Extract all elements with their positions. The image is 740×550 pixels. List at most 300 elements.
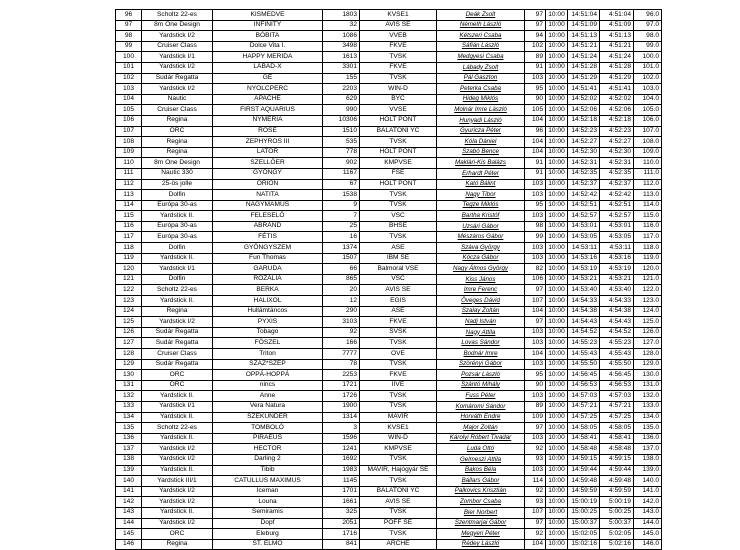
finish-time-cell: 15:00:25 bbox=[568, 507, 600, 518]
finish-time-cell: 14:53:40 bbox=[568, 285, 600, 296]
club-cell: IBM SE bbox=[360, 253, 437, 264]
finish-time-cell: 14:52:57 bbox=[568, 211, 600, 222]
skipper-cell: Peterka Csaba bbox=[437, 84, 525, 95]
boat-name-cell: HAPPY MERIDA bbox=[213, 52, 323, 63]
handicap-cell: 104 bbox=[525, 306, 546, 317]
class-cell: Sudár Regatta bbox=[142, 338, 213, 349]
boat-name-cell: HALIXOL bbox=[213, 296, 323, 307]
boat-name-cell: NATITA bbox=[213, 190, 323, 201]
corrected-cell: 110.0 bbox=[634, 158, 662, 169]
sail-number-cell: 1145 bbox=[323, 476, 360, 487]
elapsed-time-cell: 4:54:33 bbox=[600, 296, 634, 307]
skipper-cell: Nadj István bbox=[437, 317, 525, 328]
finish-time-cell: 14:54:43 bbox=[568, 317, 600, 328]
table-row bbox=[116, 84, 662, 95]
start-time-cell: 10:00 bbox=[546, 465, 568, 476]
sail-number-cell: 990 bbox=[323, 105, 360, 116]
class-cell: Yardstick I/2 bbox=[142, 444, 213, 455]
start-time-cell: 10:00 bbox=[546, 401, 568, 412]
sail-number-cell: 7 bbox=[323, 211, 360, 222]
club-cell: KMPVSE bbox=[360, 444, 437, 455]
handicap-cell: 104 bbox=[525, 349, 546, 360]
handicap-cell: 103 bbox=[525, 359, 546, 370]
boat-name-cell: BÓBITA bbox=[213, 31, 323, 42]
sail-number-cell: 78 bbox=[323, 359, 360, 370]
boat-name-cell: NYMERIA bbox=[213, 115, 323, 126]
boat-name-cell: FÖSZEL bbox=[213, 338, 323, 349]
finish-time-cell: 14:53:16 bbox=[568, 253, 600, 264]
handicap-cell: 109 bbox=[525, 412, 546, 423]
place-cell: 112 bbox=[116, 179, 142, 190]
class-cell: Regina bbox=[142, 306, 213, 317]
class-cell: Yardstick I/2 bbox=[142, 62, 213, 73]
corrected-cell: 137.0 bbox=[634, 444, 662, 455]
sail-number-cell: 7777 bbox=[323, 349, 360, 360]
start-time-cell: 10:00 bbox=[546, 253, 568, 264]
corrected-cell: 138.0 bbox=[634, 454, 662, 465]
skipper-cell: Bartha Kristóf bbox=[437, 211, 525, 222]
class-cell: Dolfin bbox=[142, 190, 213, 201]
handicap-cell: 93 bbox=[525, 497, 546, 508]
sail-number-cell: 778 bbox=[323, 147, 360, 158]
start-time-cell: 10:00 bbox=[546, 10, 568, 21]
sail-number-cell: 1086 bbox=[323, 31, 360, 42]
sail-number-cell: 3103 bbox=[323, 317, 360, 328]
elapsed-time-cell: 4:53:40 bbox=[600, 285, 634, 296]
boat-name-cell: GÉ bbox=[213, 73, 323, 84]
elapsed-time-cell: 4:53:11 bbox=[600, 243, 634, 254]
table-row bbox=[116, 317, 662, 328]
boat-name-cell: Tobago bbox=[213, 327, 323, 338]
class-cell: Scholtz 22-es bbox=[142, 10, 213, 21]
place-cell: 109 bbox=[116, 147, 142, 158]
elapsed-time-cell: 4:52:37 bbox=[600, 179, 634, 190]
club-cell: TVSK bbox=[360, 401, 437, 412]
corrected-cell: 128.0 bbox=[634, 349, 662, 360]
corrected-cell: 125.0 bbox=[634, 317, 662, 328]
club-cell: EGIS bbox=[360, 296, 437, 307]
place-cell: 104 bbox=[116, 94, 142, 105]
club-cell: TVSK bbox=[360, 507, 437, 518]
elapsed-time-cell: 4:58:48 bbox=[600, 444, 634, 455]
handicap-cell: 103 bbox=[525, 243, 546, 254]
finish-time-cell: 14:58:05 bbox=[568, 423, 600, 434]
corrected-cell: 105.0 bbox=[634, 105, 662, 116]
sail-number-cell: 290 bbox=[323, 306, 360, 317]
table-row bbox=[116, 211, 662, 222]
club-cell: TVSK bbox=[360, 52, 437, 63]
club-cell: FKVE bbox=[360, 62, 437, 73]
start-time-cell: 10:00 bbox=[546, 211, 568, 222]
table-row bbox=[116, 105, 662, 116]
sail-number-cell: 1692 bbox=[323, 454, 360, 465]
table-row bbox=[116, 243, 662, 254]
class-cell: Yardstick I/2 bbox=[142, 486, 213, 497]
finish-time-cell: 14:53:19 bbox=[568, 264, 600, 275]
start-time-cell: 10:00 bbox=[546, 433, 568, 444]
table-row bbox=[116, 454, 662, 465]
elapsed-time-cell: 4:51:41 bbox=[600, 84, 634, 95]
skipper-cell: Németh László bbox=[437, 20, 525, 31]
finish-time-cell: 14:51:09 bbox=[568, 20, 600, 31]
boat-name-cell: KISMEDVE bbox=[213, 10, 323, 21]
skipper-cell: Hideg Miklós bbox=[437, 94, 525, 105]
finish-time-cell: 14:52:30 bbox=[568, 147, 600, 158]
corrected-cell: 100.0 bbox=[634, 52, 662, 63]
table-row bbox=[116, 285, 662, 296]
skipper-cell: Palkovics Krisztián bbox=[437, 486, 525, 497]
results-rows bbox=[116, 10, 662, 550]
boat-name-cell: ROSE bbox=[213, 126, 323, 137]
corrected-cell: 142.0 bbox=[634, 497, 662, 508]
club-cell: KVSE1 bbox=[360, 10, 437, 21]
class-cell: Európa 30-as bbox=[142, 200, 213, 211]
skipper-cell: Bier Norbert bbox=[437, 507, 525, 518]
club-cell: FKVE bbox=[360, 370, 437, 381]
table-row bbox=[116, 168, 662, 179]
corrected-cell: 121.0 bbox=[634, 274, 662, 285]
corrected-cell: 96.0 bbox=[634, 10, 662, 21]
handicap-cell: 98 bbox=[525, 221, 546, 232]
skipper-cell: Lovas Sándor bbox=[437, 338, 525, 349]
start-time-cell: 10:00 bbox=[546, 306, 568, 317]
place-cell: 137 bbox=[116, 444, 142, 455]
class-cell: Yardstick I/2 bbox=[142, 518, 213, 529]
club-cell: TVSK bbox=[360, 200, 437, 211]
skipper-cell: Nagy Attila bbox=[437, 327, 525, 338]
finish-time-cell: 15:02:05 bbox=[568, 529, 600, 540]
sail-number-cell: 20 bbox=[323, 285, 360, 296]
finish-time-cell: 14:55:43 bbox=[568, 349, 600, 360]
sail-number-cell: 9 bbox=[323, 200, 360, 211]
elapsed-time-cell: 4:53:05 bbox=[600, 232, 634, 243]
boat-name-cell: Vera Natura bbox=[213, 401, 323, 412]
handicap-cell: 114 bbox=[525, 476, 546, 487]
start-time-cell: 10:00 bbox=[546, 349, 568, 360]
boat-name-cell: LÁBAD-X bbox=[213, 62, 323, 73]
boat-name-cell: SZEKUNDER bbox=[213, 412, 323, 423]
place-cell: 136 bbox=[116, 433, 142, 444]
class-cell: ORC bbox=[142, 126, 213, 137]
boat-name-cell: Triton bbox=[213, 349, 323, 360]
finish-time-cell: 14:59:59 bbox=[568, 486, 600, 497]
finish-time-cell: 14:58:41 bbox=[568, 433, 600, 444]
place-cell: 139 bbox=[116, 465, 142, 476]
sail-number-cell: 1661 bbox=[323, 497, 360, 508]
sail-number-cell: 629 bbox=[323, 94, 360, 105]
start-time-cell: 10:00 bbox=[546, 497, 568, 508]
place-cell: 98 bbox=[116, 31, 142, 42]
sail-number-cell: 1538 bbox=[323, 190, 360, 201]
corrected-cell: 98.0 bbox=[634, 31, 662, 42]
corrected-cell: 141.0 bbox=[634, 486, 662, 497]
elapsed-time-cell: 4:59:48 bbox=[600, 476, 634, 487]
club-cell: PÖFF SE bbox=[360, 518, 437, 529]
finish-time-cell: 14:51:04 bbox=[568, 10, 600, 21]
club-cell: TVSK bbox=[360, 529, 437, 540]
sail-number-cell: 1167 bbox=[323, 168, 360, 179]
handicap-cell: 91 bbox=[525, 168, 546, 179]
boat-name-cell: OPPÁ-HOPPÁ bbox=[213, 370, 323, 381]
class-cell: ORC bbox=[142, 529, 213, 540]
handicap-cell: 92 bbox=[525, 444, 546, 455]
corrected-cell: 129.0 bbox=[634, 359, 662, 370]
place-cell: 126 bbox=[116, 327, 142, 338]
corrected-cell: 117.0 bbox=[634, 232, 662, 243]
elapsed-time-cell: 4:57:25 bbox=[600, 412, 634, 423]
elapsed-time-cell: 4:52:31 bbox=[600, 158, 634, 169]
sail-number-cell: 1510 bbox=[323, 126, 360, 137]
corrected-cell: 134.0 bbox=[634, 412, 662, 423]
table-row bbox=[116, 349, 662, 360]
table-row bbox=[116, 41, 662, 52]
elapsed-time-cell: 4:52:23 bbox=[600, 126, 634, 137]
table-row bbox=[116, 539, 662, 550]
start-time-cell: 10:00 bbox=[546, 62, 568, 73]
skipper-cell: Imre Ferenc bbox=[437, 285, 525, 296]
skipper-cell: Lábady Zsolt bbox=[437, 62, 525, 73]
corrected-cell: 131.0 bbox=[634, 380, 662, 391]
place-cell: 141 bbox=[116, 486, 142, 497]
place-cell: 140 bbox=[116, 476, 142, 487]
skipper-cell: Pozsár László bbox=[437, 370, 525, 381]
table-row bbox=[116, 190, 662, 201]
handicap-cell: 97 bbox=[525, 317, 546, 328]
club-cell: KVSE1 bbox=[360, 423, 437, 434]
table-row bbox=[116, 359, 662, 370]
handicap-cell: 103 bbox=[525, 433, 546, 444]
skipper-cell: Komáromi Sándor bbox=[437, 401, 525, 412]
skipper-cell: Horváth Endre bbox=[437, 412, 525, 423]
boat-name-cell: Hullámtáncos bbox=[213, 306, 323, 317]
sail-number-cell: 1726 bbox=[323, 391, 360, 402]
handicap-cell: 95 bbox=[525, 200, 546, 211]
start-time-cell: 10:00 bbox=[546, 285, 568, 296]
elapsed-time-cell: 4:56:53 bbox=[600, 380, 634, 391]
handicap-cell: 97 bbox=[525, 285, 546, 296]
corrected-cell: 118.0 bbox=[634, 243, 662, 254]
club-cell: AVIS SE bbox=[360, 20, 437, 31]
club-cell: FKVE bbox=[360, 317, 437, 328]
elapsed-time-cell: 4:52:06 bbox=[600, 105, 634, 116]
table-row bbox=[116, 52, 662, 63]
elapsed-time-cell: 4:51:13 bbox=[600, 31, 634, 42]
corrected-cell: 104.0 bbox=[634, 94, 662, 105]
elapsed-time-cell: 4:51:09 bbox=[600, 20, 634, 31]
start-time-cell: 10:00 bbox=[546, 391, 568, 402]
club-cell: TVSK bbox=[360, 391, 437, 402]
club-cell: SVSK bbox=[360, 327, 437, 338]
start-time-cell: 10:00 bbox=[546, 327, 568, 338]
sail-number-cell: 1721 bbox=[323, 380, 360, 391]
place-cell: 106 bbox=[116, 115, 142, 126]
handicap-cell: 103 bbox=[525, 211, 546, 222]
skipper-cell: Erhardt Péter bbox=[437, 168, 525, 179]
skipper-cell: Sáfián László bbox=[437, 41, 525, 52]
place-cell: 118 bbox=[116, 243, 142, 254]
start-time-cell: 10:00 bbox=[546, 168, 568, 179]
boat-name-cell: BERKA bbox=[213, 285, 323, 296]
start-time-cell: 10:00 bbox=[546, 115, 568, 126]
table-row bbox=[116, 20, 662, 31]
club-cell: BYC bbox=[360, 94, 437, 105]
handicap-cell: 91 bbox=[525, 62, 546, 73]
handicap-cell: 91 bbox=[525, 158, 546, 169]
corrected-cell: 127.0 bbox=[634, 338, 662, 349]
sail-number-cell: 325 bbox=[323, 507, 360, 518]
class-cell: Scholtz 22-es bbox=[142, 423, 213, 434]
skipper-cell: Károlyi Róbert Tivadar bbox=[437, 433, 525, 444]
handicap-cell: 82 bbox=[525, 264, 546, 275]
sail-number-cell: 1716 bbox=[323, 529, 360, 540]
start-time-cell: 10:00 bbox=[546, 20, 568, 31]
boat-name-cell: FELESELŐ bbox=[213, 211, 323, 222]
place-cell: 122 bbox=[116, 285, 142, 296]
start-time-cell: 10:00 bbox=[546, 221, 568, 232]
elapsed-time-cell: 4:54:38 bbox=[600, 306, 634, 317]
table-row bbox=[116, 137, 662, 148]
place-cell: 127 bbox=[116, 338, 142, 349]
club-cell: VVEB bbox=[360, 31, 437, 42]
class-cell: ORC bbox=[142, 380, 213, 391]
finish-time-cell: 14:55:50 bbox=[568, 359, 600, 370]
class-cell: Yardstick II. bbox=[142, 391, 213, 402]
sail-number-cell: 3498 bbox=[323, 41, 360, 52]
elapsed-time-cell: 4:52:57 bbox=[600, 211, 634, 222]
sail-number-cell: 1596 bbox=[323, 433, 360, 444]
class-cell: Yardstick II. bbox=[142, 433, 213, 444]
start-time-cell: 10:00 bbox=[546, 31, 568, 42]
place-cell: 120 bbox=[116, 264, 142, 275]
table-row bbox=[116, 486, 662, 497]
place-cell: 117 bbox=[116, 232, 142, 243]
elapsed-time-cell: 4:54:43 bbox=[600, 317, 634, 328]
start-time-cell: 10:00 bbox=[546, 412, 568, 423]
corrected-cell: 124.0 bbox=[634, 306, 662, 317]
place-cell: 113 bbox=[116, 190, 142, 201]
club-cell: TVSK bbox=[360, 73, 437, 84]
corrected-cell: 126.0 bbox=[634, 327, 662, 338]
handicap-cell: 95 bbox=[525, 84, 546, 95]
club-cell: IIVE bbox=[360, 380, 437, 391]
start-time-cell: 10:00 bbox=[546, 476, 568, 487]
start-time-cell: 10:00 bbox=[546, 105, 568, 116]
skipper-cell: Öveges Dávid bbox=[437, 296, 525, 307]
finish-time-cell: 15:00:19 bbox=[568, 497, 600, 508]
skipper-cell: Pál Gaszton bbox=[437, 73, 525, 84]
skipper-cell: Szalay Zoltán bbox=[437, 306, 525, 317]
boat-name-cell: HECTOR bbox=[213, 444, 323, 455]
table-row bbox=[116, 94, 662, 105]
handicap-cell: 89 bbox=[525, 401, 546, 412]
start-time-cell: 10:00 bbox=[546, 147, 568, 158]
start-time-cell: 10:00 bbox=[546, 52, 568, 63]
finish-time-cell: 14:57:25 bbox=[568, 412, 600, 423]
corrected-cell: 122.0 bbox=[634, 285, 662, 296]
place-cell: 144 bbox=[116, 518, 142, 529]
elapsed-time-cell: 4:52:35 bbox=[600, 168, 634, 179]
table-row bbox=[116, 232, 662, 243]
club-cell: VVSE bbox=[360, 105, 437, 116]
class-cell: Cruiser Class bbox=[142, 349, 213, 360]
finish-time-cell: 14:52:27 bbox=[568, 137, 600, 148]
sail-number-cell: 1241 bbox=[323, 444, 360, 455]
club-cell: Balmoral VSE bbox=[360, 264, 437, 275]
boat-name-cell: FÉTIS bbox=[213, 232, 323, 243]
class-cell: Sudár Regatta bbox=[142, 359, 213, 370]
club-cell: WIN-D bbox=[360, 84, 437, 95]
finish-time-cell: 14:51:24 bbox=[568, 52, 600, 63]
table-row bbox=[116, 433, 662, 444]
start-time-cell: 10:00 bbox=[546, 454, 568, 465]
boat-name-cell: APACHE bbox=[213, 94, 323, 105]
place-cell: 100 bbox=[116, 52, 142, 63]
elapsed-time-cell: 4:51:24 bbox=[600, 52, 634, 63]
class-cell: Scholtz 22-es bbox=[142, 285, 213, 296]
elapsed-time-cell: 4:53:21 bbox=[600, 274, 634, 285]
start-time-cell: 10:00 bbox=[546, 296, 568, 307]
class-cell: Yardstick I/2 bbox=[142, 317, 213, 328]
skipper-cell: Megyeri Péter bbox=[437, 529, 525, 540]
start-time-cell: 10:00 bbox=[546, 200, 568, 211]
sail-number-cell: 155 bbox=[323, 73, 360, 84]
place-cell: 105 bbox=[116, 105, 142, 116]
skipper-cell: Kócza Gábor bbox=[437, 253, 525, 264]
handicap-cell: 103 bbox=[525, 190, 546, 201]
place-cell: 135 bbox=[116, 423, 142, 434]
elapsed-time-cell: 4:54:52 bbox=[600, 327, 634, 338]
table-row bbox=[116, 476, 662, 487]
club-cell: WIN-D bbox=[360, 433, 437, 444]
corrected-cell: 123.0 bbox=[634, 296, 662, 307]
results-table bbox=[115, 9, 662, 550]
start-time-cell: 10:00 bbox=[546, 243, 568, 254]
elapsed-time-cell: 4:55:43 bbox=[600, 349, 634, 360]
club-cell: ARCHE bbox=[360, 539, 437, 550]
handicap-cell: 103 bbox=[525, 465, 546, 476]
finish-time-cell: 14:52:18 bbox=[568, 115, 600, 126]
table-row bbox=[116, 497, 662, 508]
boat-name-cell: ROZÁLIA bbox=[213, 274, 323, 285]
boat-name-cell: nincs bbox=[213, 380, 323, 391]
handicap-cell: 89 bbox=[525, 52, 546, 63]
boat-name-cell: Semiramis bbox=[213, 507, 323, 518]
handicap-cell: 103 bbox=[525, 253, 546, 264]
finish-time-cell: 14:53:21 bbox=[568, 274, 600, 285]
boat-name-cell: ZEPHYROS III bbox=[213, 137, 323, 148]
table-row bbox=[116, 31, 662, 42]
elapsed-time-cell: 4:56:45 bbox=[600, 370, 634, 381]
class-cell: Yardstick II. bbox=[142, 465, 213, 476]
handicap-cell: 103 bbox=[525, 73, 546, 84]
corrected-cell: 119.0 bbox=[634, 253, 662, 264]
class-cell: Yardstick II. bbox=[142, 211, 213, 222]
place-cell: 111 bbox=[116, 168, 142, 179]
finish-time-cell: 14:54:33 bbox=[568, 296, 600, 307]
class-cell: 25-ös jolle bbox=[142, 179, 213, 190]
boat-name-cell: ST. ELMO bbox=[213, 539, 323, 550]
sail-number-cell: 2051 bbox=[323, 518, 360, 529]
skipper-cell: Mészáros Gábor bbox=[437, 232, 525, 243]
start-time-cell: 10:00 bbox=[546, 518, 568, 529]
handicap-cell: 96 bbox=[525, 126, 546, 137]
start-time-cell: 10:00 bbox=[546, 41, 568, 52]
sail-number-cell: 166 bbox=[323, 338, 360, 349]
corrected-cell: 106.0 bbox=[634, 115, 662, 126]
start-time-cell: 10:00 bbox=[546, 158, 568, 169]
sail-number-cell: 25 bbox=[323, 221, 360, 232]
table-row bbox=[116, 115, 662, 126]
